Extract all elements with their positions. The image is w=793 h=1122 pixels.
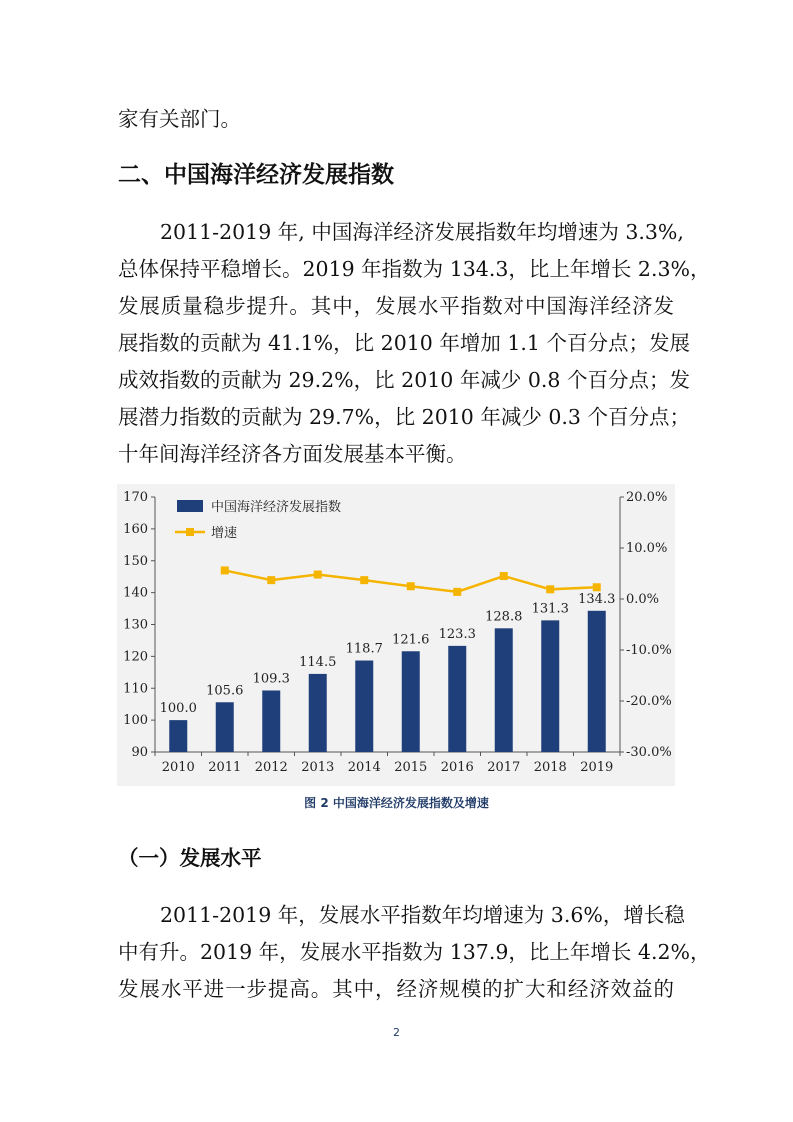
growth-point-2011 (221, 566, 229, 574)
bar-2014 (355, 661, 373, 752)
right-tick-label: 0.0% (626, 592, 660, 607)
left-tick-label: 160 (123, 521, 148, 537)
x-tick-label-2019: 2019 (580, 760, 614, 775)
para2-line-1: 2011-2019 年，发展水平指数年均增速为 3.6%，增长稳 (160, 903, 685, 927)
x-tick-label-2015: 2015 (394, 760, 428, 775)
top-line: 家有关部门。 (118, 107, 241, 131)
right-tick-label: 10.0% (626, 541, 668, 556)
bar-label-2011: 105.6 (206, 683, 244, 699)
para1-line-1: 2011-2019 年, 中国海洋经济发展指数年均增速为 3.3%, (160, 220, 684, 244)
x-tick-label-2013: 2013 (301, 760, 335, 775)
bar-label-2016: 123.3 (438, 626, 476, 642)
bar-label-2017: 128.8 (485, 609, 523, 625)
left-tick-label: 110 (123, 681, 148, 697)
left-tick-label: 120 (123, 649, 148, 665)
x-tick-label-2012: 2012 (254, 760, 288, 775)
bar-2011 (216, 702, 234, 752)
bar-2019 (588, 611, 606, 752)
left-tick-label: 140 (123, 585, 148, 601)
bar-2016 (448, 646, 466, 752)
bar-2017 (495, 628, 513, 752)
left-tick-label: 90 (131, 745, 148, 760)
legend-bar-swatch (177, 500, 203, 512)
left-tick-label: 100 (123, 713, 148, 729)
subsection-heading: （一）发展水平 (118, 846, 262, 870)
left-tick-label: 170 (123, 490, 148, 505)
x-tick-label-2018: 2018 (533, 760, 567, 775)
bar-2013 (309, 674, 327, 752)
x-tick-label-2014: 2014 (347, 760, 381, 775)
left-tick-label: 150 (123, 553, 148, 569)
para1-line-4: 展指数的贡献为 41.1%，比 2010 年增加 1.1 个百分点；发展 (118, 331, 690, 355)
x-tick-label-2011: 2011 (208, 760, 242, 775)
bar-2012 (262, 690, 280, 752)
bar-2010 (169, 720, 187, 752)
bar-label-2019: 134.3 (578, 591, 616, 607)
right-tick-label: 20.0% (626, 490, 668, 505)
growth-point-2013 (314, 571, 322, 579)
para2-line-3: 发展水平进一步提高。其中，经济规模的扩大和经济效益的 (118, 977, 674, 1001)
right-tick-label: -20.0% (626, 694, 672, 709)
para2-line-2: 中有升。2019 年，发展水平指数为 137.9，比上年增长 4.2%， (118, 940, 711, 964)
bar-label-2013: 114.5 (299, 654, 337, 670)
bar-label-2018: 131.3 (531, 601, 569, 617)
growth-point-2015 (407, 582, 415, 590)
x-tick-label-2016: 2016 (440, 760, 474, 775)
para1-line-2: 总体保持平稳增长。2019 年指数为 134.3，比上年增长 2.3%， (118, 257, 711, 281)
growth-point-2018 (546, 585, 554, 593)
legend-line-label: 增速 (211, 526, 238, 541)
right-tick-label: -10.0% (626, 643, 672, 658)
bar-label-2015: 121.6 (392, 632, 430, 648)
bar-2015 (402, 651, 420, 752)
para1-line-5: 成效指数的贡献为 29.2%，比 2010 年减少 0.8 个百分点；发 (118, 368, 690, 392)
x-tick-label-2010: 2010 (161, 760, 195, 775)
legend-line-marker (186, 528, 194, 536)
right-tick-label: -30.0% (626, 745, 672, 760)
para1-line-6: 展潜力指数的贡献为 29.7%，比 2010 年减少 0.3 个百分点； (118, 405, 690, 429)
left-tick-label: 130 (123, 617, 148, 633)
bar-2018 (541, 620, 559, 752)
growth-point-2012 (267, 576, 275, 584)
bar-label-2010: 100.0 (159, 701, 197, 717)
growth-point-2014 (360, 576, 368, 584)
para1-line-7: 十年间海洋经济各方面发展基本平衡。 (118, 442, 467, 466)
growth-point-2019 (593, 583, 601, 591)
growth-point-2017 (500, 572, 508, 580)
page-number: 2 (393, 1026, 400, 1039)
legend-bar-label: 中国海洋经济发展指数 (211, 500, 342, 515)
bar-label-2012: 109.3 (252, 671, 290, 687)
section-heading: 二、中国海洋经济发展指数 (118, 162, 394, 188)
x-tick-label-2017: 2017 (487, 760, 521, 775)
para1-line-3: 发展质量稳步提升。其中，发展水平指数对中国海洋经济发 (118, 294, 674, 318)
bar-label-2014: 118.7 (345, 641, 383, 657)
figure-caption: 图 2 中国海洋经济发展指数及增速 (304, 796, 489, 810)
index-chart (117, 484, 675, 786)
growth-point-2016 (453, 588, 461, 596)
